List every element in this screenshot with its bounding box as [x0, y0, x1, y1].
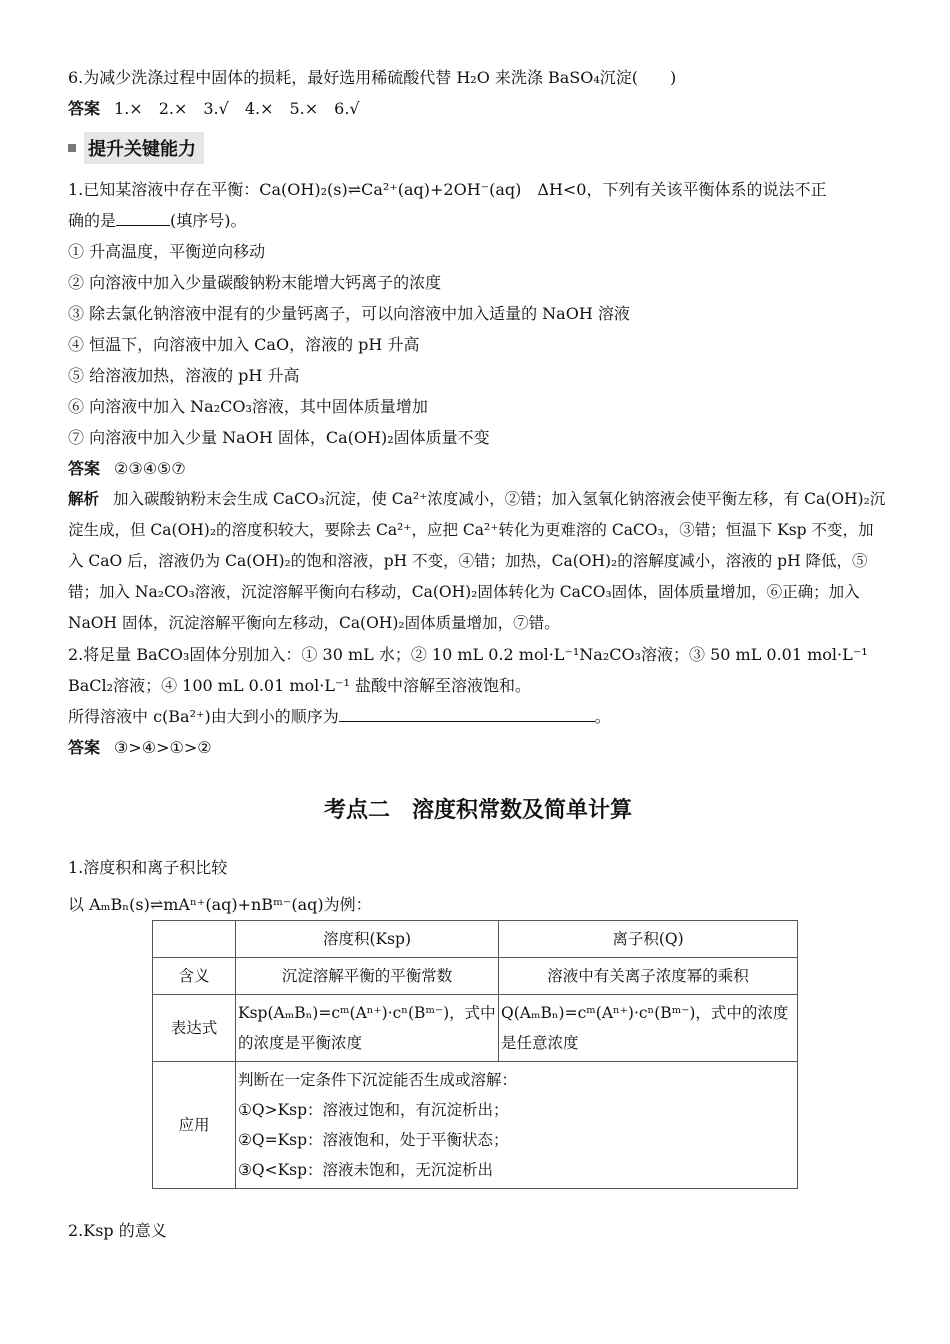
application-cell: 判断在一定条件下沉淀能否生成或溶解： ①Q>Ksp：溶液过饱和，有沉淀析出； ②Q=Ksp：溶液饱和，处于平衡状态； ③Q<Ksp：溶液未饱和，无沉淀析出 — [236, 1062, 798, 1189]
analysis-text: 加入碳酸钠粉末会生成 CaCO₃沉淀，使 Ca²⁺浓度减小，②错；加入氢氧化钠溶液会使平衡左移，有 Ca(OH)₂沉淀生成，但 Ca(OH)₂的溶度积较大，要除去 Ca²⁺，应把 Ca²⁺转化为更难溶的 CaCO₃，③错；恒温下 Ksp 不变，加入 CaO 后，溶液仍为 Ca(OH)₂的饱和溶液，pH 不变，④错；加热，Ca(OH)₂的溶解度减小，溶液的 pH 降低，⑤错；加入 Na₂CO₃溶液，沉淀溶解平衡向右移动，Ca(OH)₂固体转化为 CaCO₃固体，固体质量增加，⑥正确；加入 NaOH 固体，沉淀溶解平衡向左移动，Ca(OH)₂固体质量增加，⑦错。 — [68, 490, 886, 632]
answer-label: 答案 — [68, 738, 101, 757]
problem-1-analysis — [68, 484, 888, 639]
header-q: 离子积(Q) — [499, 921, 798, 958]
table-row — [153, 921, 798, 958]
problem-1-option: ① 升高温度，平衡逆向移动 — [68, 242, 266, 261]
answer-values: 1.× 2.× 3.√ 4.× 5.× 6.√ — [114, 99, 360, 118]
section-title: 提升关键能力 — [84, 132, 204, 164]
problem-2-line2: BaCl₂溶液；④ 100 mL 0.01 mol·L⁻¹ 盐酸中溶解至溶液饱和。 — [68, 676, 531, 695]
item-2-heading: 2.Ksp 的意义 — [68, 1221, 167, 1240]
answers-1-6 — [68, 93, 888, 124]
row-label: 含义 — [153, 958, 236, 995]
answer-label: 答案 — [68, 459, 101, 478]
kaodian-title: 考点二 溶度积常数及简单计算 — [323, 798, 632, 823]
problem-1-answer: 答案 ②③④⑤⑦ — [68, 459, 186, 478]
problem-1-stem-line1: 1.已知某溶液中存在平衡：Ca(OH)₂(s)⇌Ca²⁺(aq)+2OH⁻(aq) ΔH<0，下列有关该平衡体系的说法不正 — [68, 180, 827, 199]
row-label: 表达式 — [153, 995, 236, 1062]
table-intro: 以 AₘBₙ(s)⇌mAⁿ⁺(aq)+nBᵐ⁻(aq)为例： — [68, 895, 372, 914]
q-expression: Q(AₘBₙ)=cᵐ(Aⁿ⁺)·cⁿ(Bᵐ⁻)，式中的浓度是任意浓度 — [499, 995, 798, 1062]
header-ksp: 溶度积(Ksp) — [236, 921, 499, 958]
table-row: 含义 沉淀溶解平衡的平衡常数 溶液中有关离子浓度幂的乘积 — [153, 958, 798, 995]
fill-blank — [339, 703, 595, 722]
problem-2-line1: 2.将足量 BaCO₃固体分别加入：① 30 mL 水；② 10 mL 0.2 mol·L⁻¹Na₂CO₃溶液；③ 50 mL 0.01 mol·L⁻¹ — [68, 645, 868, 664]
problem-1-stem-line2: 确的是 (填序号)。 — [68, 205, 888, 236]
problem-1-option: ⑥ 向溶液中加入 Na₂CO₃溶液，其中固体质量增加 — [68, 397, 428, 416]
document-page — [68, 62, 888, 1246]
problem-1-option: ⑦ 向溶液中加入少量 NaOH 固体，Ca(OH)₂固体质量不变 — [68, 428, 490, 447]
problem-1-option: ④ 恒温下，向溶液中加入 CaO，溶液的 pH 升高 — [68, 335, 420, 354]
ksp-expression: Ksp(AₘBₙ)=cᵐ(Aⁿ⁺)·cⁿ(Bᵐ⁻)，式中的浓度是平衡浓度 — [236, 995, 499, 1062]
row-label: 应用 — [153, 1062, 236, 1189]
table-row — [153, 1062, 798, 1189]
question-6: 6.为减少洗涤过程中固体的损耗，最好选用稀硫酸代替 H₂O 来洗涤 BaSO₄沉淀( ) — [68, 68, 677, 87]
problem-1-option: ③ 除去氯化钠溶液中混有的少量钙离子，可以向溶液中加入适量的 NaOH 溶液 — [68, 304, 630, 323]
problem-2-line3: 所得溶液中 c(Ba²⁺)由大到小的顺序为 。 — [68, 701, 888, 732]
comparison-table — [152, 920, 798, 1189]
item-1-heading: 1.溶度积和离子积比较 — [68, 858, 228, 877]
table-row — [153, 995, 798, 1062]
problem-1-option: ⑤ 给溶液加热，溶液的 pH 升高 — [68, 366, 300, 385]
analysis-label: 解析 — [68, 490, 100, 508]
section-heading — [68, 132, 888, 164]
answer-label: 答案 — [68, 99, 101, 118]
problem-1-option: ② 向溶液中加入少量碳酸钠粉末能增大钙离子的浓度 — [68, 273, 442, 292]
problem-2-answer: 答案 ③>④>①>② — [68, 738, 212, 757]
fill-blank — [116, 207, 170, 226]
square-bullet-icon — [68, 144, 76, 152]
